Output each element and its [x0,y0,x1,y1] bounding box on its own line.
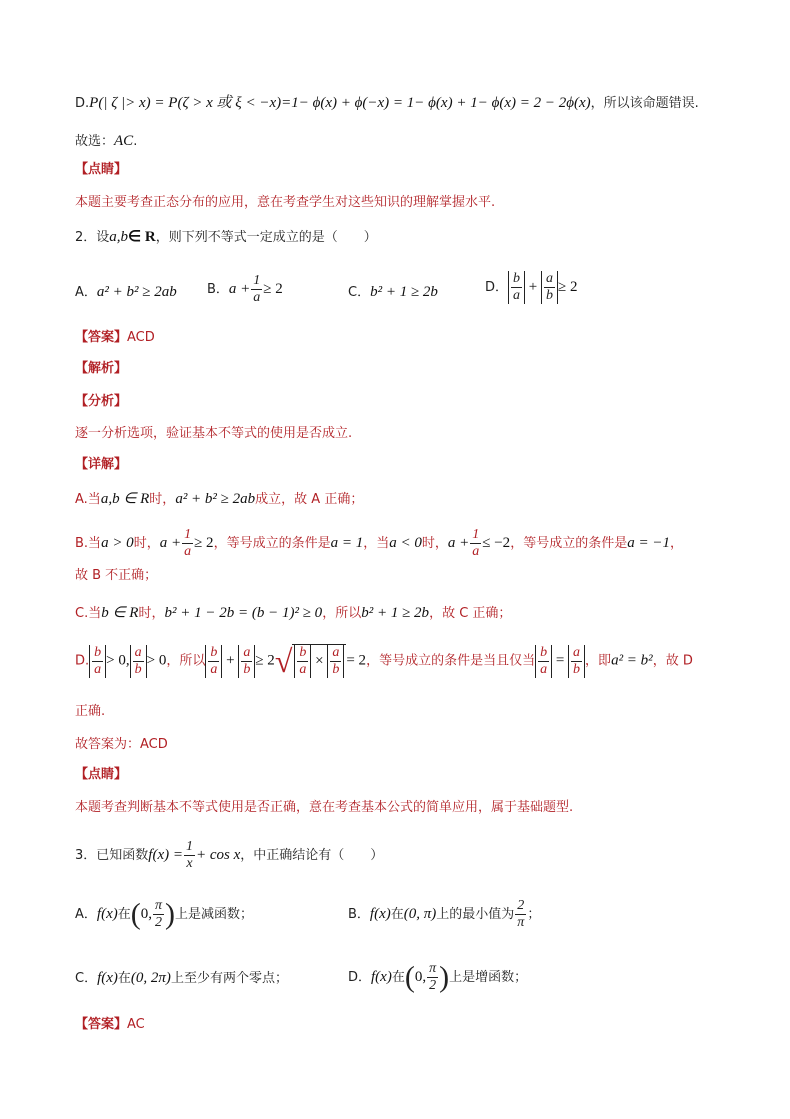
q2-opt-d-abs1 [508,271,525,304]
q3-opt-c-interval: (0, 2π) [130,970,171,986]
q3-func-pre: f(x) = [148,847,183,863]
q3-opt-b-label: B． [348,907,370,922]
q3-opt-b-f: f(x) [369,906,391,922]
q2-opt-d-abs2 [541,271,558,304]
q2-answer [75,328,155,348]
q2-fenxi-text: 逐一分析选项，验证基本不等式的使用是否成立. [75,426,353,441]
q3-stem-tail: ，中正确结论有（ ） [240,848,384,863]
frac-den: a [299,662,307,677]
choice-value: AC [114,133,134,149]
frac-den: x [186,856,193,871]
frac-den: b [573,661,581,677]
d-prefix: D. [75,96,90,111]
detail-c-t2: ，所以 [322,606,362,621]
q3-opt-a-label: A． [75,907,97,922]
detail-d-f: a² = b² [611,652,653,669]
q2-opt-a-formula: a² + b² ≥ 2ab [96,284,177,300]
frac-den: b [243,661,251,677]
frac-num: b [540,644,548,660]
detail-b-frac2 [470,527,481,560]
frac-den: a [513,288,521,303]
q3-opt-a-f: f(x) [96,906,118,922]
detail-a-tail: 成立，故 A 正确； [255,492,364,507]
frac-den: b [545,288,553,303]
detail-a-cond: a,b ∈ R [100,491,150,507]
detail-b-cond2: a < 0 [389,535,422,551]
q3-opt-a-in: 在 [117,907,131,922]
frac-den: 2 [429,978,437,993]
detail-c-f1: b² + 1 − 2b = (b − 1)² ≥ 0 [164,605,323,621]
q3-func-frac [184,839,195,872]
q2-opt-d-post: ≥ 2 [557,279,578,295]
frac-num: b [299,645,307,660]
detail-b-frac1 [182,527,193,560]
q2-opt-d-label: D． [485,280,509,295]
d-suffix: ，所以该命题错误. [590,96,699,111]
interval-start: 0, [140,906,152,922]
q3-answer [75,1015,145,1035]
q3-opt-d-label: D． [348,970,372,985]
answer-value: AC [127,1017,145,1032]
detail-b-cond1: a > 0 [101,535,134,551]
frac-den: 2 [155,915,162,930]
d-formula: P(| ζ |> x) = P(ζ > x 或 ξ < −x)=1− ϕ(x) + ϕ(−x) = 1− ϕ(x) + 1− ϕ(x) = 2 − 2ϕ(x) [89,95,591,111]
q2-number: 2．设 [75,230,110,245]
detail-c-t1: 时， [138,606,165,621]
q2-in-r: ∈ R [128,229,156,245]
q2-detail-d-line2: 正确. [75,704,106,719]
q3-opt-c-in: 在 [117,971,131,986]
detail-d-t1: > 0, [106,652,130,669]
frac-den: a [253,290,261,305]
frac-num: 1 [185,839,193,854]
q2-option-d: D． $\frac{b}{a}$ + $\frac{a}{b}$ ≥ 2 [485,271,578,303]
q2-xiangjie-label: 【详解】 [75,457,128,472]
q3-opt-b-tail: ； [527,907,541,922]
frac-den: a [184,544,192,559]
q3-opt-c-tail: 上至少有两个零点； [170,971,288,986]
detail-b-t2: ，等号成立的条件是 [213,536,331,551]
q2-detail-b: B.当a > 0时，a + $\frac{1}{a}$ ≥ 2，等号成立的条件是a = 1，当a < 0时，a + $\frac{1}{a}$ ≤ −2，等号成立的条件是a = −1， [75,527,683,559]
frac-den: a [472,544,480,559]
detail-b-f1-post: ≥ 2 [194,535,214,551]
detail-c-pre: C.当 [75,606,102,621]
detail-b-f2-post: ≤ −2 [482,535,511,551]
q2-dianjing-label: 【点睛】 [75,767,128,782]
frac-num: a [573,644,581,660]
q2-opt-b-pre: a + [228,281,251,297]
q3-opt-b-in: 在 [390,907,404,922]
frac-num: 1 [253,273,261,288]
detail-b-t4: 时， [421,536,448,551]
frac-num: a [545,271,553,286]
detail-b-pre: B.当 [75,536,102,551]
intro-dianjing-text: 本题主要考查正态分布的应用，意在考查学生对这些知识的理解掌握水平. [75,195,496,210]
q2-option-a [75,282,177,303]
detail-c-cond: b ∈ R [101,605,139,621]
detail-d-t4: ≥ 2 [255,652,275,669]
detail-b-t5: ，等号成立的条件是 [510,536,628,551]
q2-opt-b-label: B． [207,282,229,297]
detail-d-t7: ，即 [585,653,612,669]
frac-den: a [540,661,548,677]
detail-d-t2: > 0 [146,652,167,669]
q2-option-b [207,273,283,306]
q2-option-c [348,282,438,303]
detail-b-t3: ，当 [363,536,390,551]
detail-b-t1: 时， [133,536,160,551]
detail-b-eq2: a = −1 [627,535,670,551]
q2-opt-b-frac [251,273,262,306]
q2-fenxi-label: 【分析】 [75,394,128,409]
q2-opt-c-formula: b² + 1 ≥ 2b [370,284,438,300]
q2-stem [75,227,377,248]
frac-num: b [94,644,102,660]
frac-num: a [243,644,251,660]
detail-d-sqrt: $\frac{b}{a}$ × $\frac{a}{b}$ [292,644,346,678]
q3-option-a: A．f(x)在(0, $\frac{\pi}{2}$ )上是减函数； [75,897,254,931]
choice-end: . [133,134,138,149]
detail-d-t6: ，等号成立的条件是当且仅当 [366,653,536,669]
detail-b-t6: ， [669,536,683,551]
frac-num: a [332,645,340,660]
frac-num: 1 [184,527,192,542]
frac-num: 1 [472,527,480,542]
q2-opt-c-label: C． [348,285,371,300]
q2-detail-c [75,603,511,624]
q3-opt-b-mid: 上的最小值为 [436,907,515,922]
q2-detail-b-line2: 故 B 不正确； [75,568,158,583]
q3-stem [75,839,383,872]
q3-opt-b-interval: (0, π) [403,906,437,922]
q3-func-post: + cos x [195,847,241,863]
q3-opt-d-f: f(x) [371,969,392,985]
q3-option-b [348,898,540,931]
frac-num: π [429,961,437,976]
detail-a-pre: A.当 [75,492,101,507]
answer-value: ACD [127,330,155,345]
frac-num: 2 [515,898,526,915]
q3-opt-d-in: 在 [391,970,405,985]
q2-final-answer: 故答案为：ACD [75,737,168,752]
frac-num: b [513,271,521,286]
q2-detail-d: D. $\frac{b}{a}$ > 0, $\frac{a}{b}$ > 0，所以 $\frac{b}{a}$ + $\frac{a}{b}$ ≥ 2√ $\frac{b}{a}$ × $\frac{a}{b}$ = 2，等号成立的条件是当且仅当 $\frac{b}{a}$ = $\frac{a}{b}$ ，即a² = b²，故 D [75,643,693,679]
detail-d-t3: ，所以 [166,653,206,669]
frac-den: b [134,661,142,677]
detail-c-f2: b² + 1 ≥ 2b [361,605,430,621]
q2-detail-a [75,489,363,510]
choice-prefix: 故选： [75,134,115,149]
q3-opt-a-tail: 上是减函数； [175,907,254,922]
detail-d-t8: ，故 D [652,653,693,669]
q3-opt-c-f: f(x) [97,970,118,986]
q3-option-d: D．f(x)在(0, $\frac{\pi}{2}$ )上是增函数； [348,960,528,994]
detail-a-formula: a² + b² ≥ 2ab [175,491,256,507]
intro-choice-line [75,131,137,152]
q2-opt-b-post: ≥ 2 [263,281,283,297]
q2-analysis-label: 【解析】 [75,361,128,376]
detail-a-mid: 时， [149,492,176,507]
frac-den: a [210,661,218,677]
frac-den: π [517,915,525,930]
q3-number: 3．已知函数 [75,848,149,863]
q3-opt-d-tail: 上是增函数； [449,970,528,985]
interval-start: 0, [414,969,427,985]
frac-den: a [94,661,102,677]
intro-dianjing-label: 【点睛】 [75,162,128,177]
intro-d-line [75,93,699,114]
answer-label: 【答案】 [75,330,128,345]
detail-d-t5: = 2 [346,652,367,669]
q2-dianjing-text: 本题考查判断基本不等式使用是否正确，意在考查基本公式的简单应用，属于基础题型. [75,800,574,815]
frac-num: π [155,898,163,913]
detail-b-eq1: a = 1 [330,535,364,551]
q2-stem-tail: ，则下列不等式一定成立的是（ ） [155,230,377,245]
frac-num: b [210,644,218,660]
detail-d-pre: D. [75,653,90,669]
frac-den: b [332,662,340,677]
q3-option-c [75,968,288,989]
q3-opt-c-label: C． [75,971,98,986]
answer-label: 【答案】 [75,1017,128,1032]
q2-opt-a-label: A． [75,285,97,300]
q2-vars: a,b [109,229,129,245]
frac-num: a [134,644,142,660]
detail-c-t3: ，故 C 正确； [429,606,512,621]
